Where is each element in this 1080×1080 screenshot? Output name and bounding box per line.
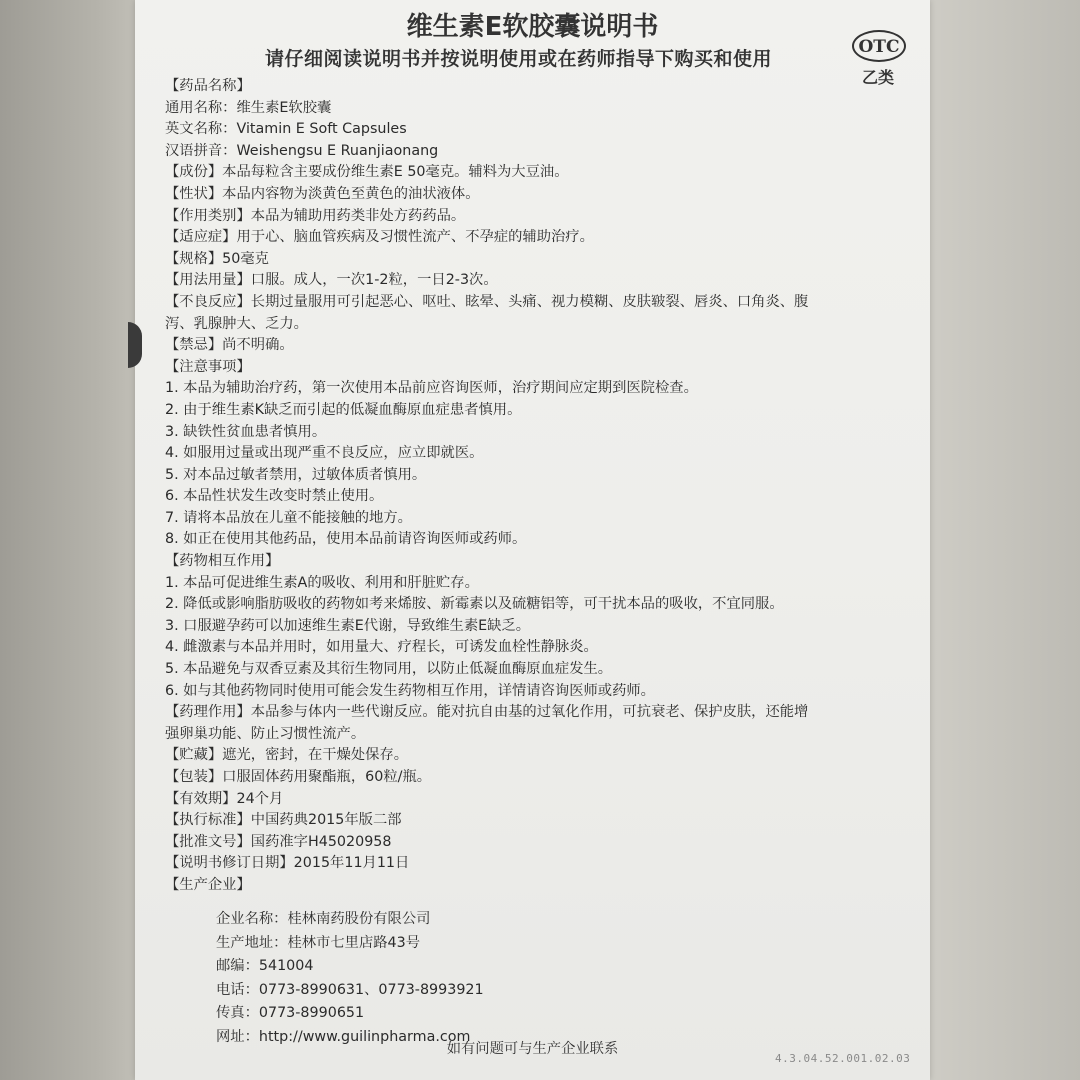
precaution-item: 7. 请将本品放在儿童不能接触的地方。 <box>165 509 412 526</box>
precaution-item: 3. 缺铁性贫血患者慎用。 <box>165 423 327 440</box>
phone-numbers: 电话：0773-8990631、0773-8993921 <box>216 981 484 998</box>
precaution-item: 2. 由于维生素K缺乏而引起的低凝血酶原血症患者慎用。 <box>165 401 522 418</box>
precaution-item: 5. 对本品过敏者禁用，过敏体质者慎用。 <box>165 466 427 483</box>
interaction-item: 4. 雌激素与本品并用时，如用量大、疗程长，可诱发血栓性静脉炎。 <box>165 639 598 656</box>
shelf-life-line: 【有效期】24个月 <box>165 790 284 807</box>
background-right <box>920 0 1080 1080</box>
interaction-item: 5. 本品避免与双香豆素及其衍生物同用，以防止低凝血酶原血症发生。 <box>165 661 613 678</box>
interaction-item: 2. 降低或影响脂肪吸收的药物如考来烯胺、新霉素以及硫糖铝等，可干扰本品的吸收，不宜同服。 <box>165 596 784 613</box>
generic-name-line: 通用名称：维生素E软胶囊 <box>165 99 332 116</box>
approval-number-line: 【批准文号】国药准字H45020958 <box>165 833 392 850</box>
document-subtitle: 请仔细阅读说明书并按说明使用或在药师指导下购买和使用 <box>265 48 773 70</box>
storage-line: 【贮藏】遮光，密封，在干燥处保存。 <box>165 747 409 764</box>
section-heading-precautions: 【注意事项】 <box>165 358 251 375</box>
fax-number: 传真：0773-8990651 <box>216 1005 365 1021</box>
company-name: 企业名称：桂林南药股份有限公司 <box>216 911 431 927</box>
revision-date-line: 【说明书修订日期】2015年11月11日 <box>165 855 410 872</box>
section-heading-manufacturer: 【生产企业】 <box>165 876 251 893</box>
paper-punch-hole <box>128 322 142 368</box>
packaging-line: 【包装】口服固体药用聚酯瓶，60粒/瓶。 <box>165 769 432 785</box>
interaction-item: 6. 如与其他药物同时使用可能会发生药物相互作用，详情请咨询医师或药师。 <box>165 682 655 699</box>
pinyin-name-line: 汉语拼音：Weishengsu E Ruanjiaonang <box>165 142 439 159</box>
document-title: 维生素E软胶囊说明书 <box>406 12 659 42</box>
pharmacology-line: 【药理作用】本品参与体内一些代谢反应。能对抗自由基的过氧化作用，可抗衰老、保护皮肤，还能增 <box>165 704 809 721</box>
manufacturer-contact <box>216 908 484 1049</box>
background-left <box>0 0 140 1080</box>
website: 网址：http://www.guilinpharma.com <box>216 1028 471 1045</box>
indications-line: 【适应症】用于心、脑血管疾病及习惯性流产、不孕症的辅助治疗。 <box>165 229 594 246</box>
precaution-item: 8. 如正在使用其他药品，使用本品前请咨询医师或药师。 <box>165 531 527 548</box>
specification-line: 【规格】50毫克 <box>165 250 269 267</box>
precaution-item: 6. 本品性状发生改变时禁止使用。 <box>165 488 384 505</box>
postcode: 邮编：541004 <box>216 958 314 974</box>
leaflet-body <box>165 76 905 897</box>
contraindications-line: 【禁忌】尚不明确。 <box>165 337 294 354</box>
otc-badge: OTC <box>852 30 906 62</box>
production-address: 生产地址：桂林市七里店路43号 <box>216 934 421 951</box>
precaution-item: 4. 如服用过量或出现严重不良反应，应立即就医。 <box>165 445 484 462</box>
dosage-line: 【用法用量】口服。成人，一次1-2粒，一日2-3次。 <box>165 272 498 289</box>
pharmacology-continued: 强卵巢功能、防止习惯性流产。 <box>165 725 366 742</box>
english-name-line: 英文名称：Vitamin E Soft Capsules <box>165 121 407 138</box>
standard-line: 【执行标准】中国药典2015年版二部 <box>165 812 402 829</box>
interaction-item: 3. 口服避孕药可以加速维生素E代谢，导致维生素E缺乏。 <box>165 617 531 634</box>
adverse-reactions-line: 【不良反应】长期过量服用可引起恶心、呕吐、眩晕、头痛、视力模糊、皮肤皲裂、唇炎、口角炎、腹 <box>165 293 809 310</box>
adverse-reactions-continued: 泻、乳腺肿大、乏力。 <box>165 315 308 332</box>
interaction-item: 1. 本品可促进维生素A的吸收、利用和肝脏贮存。 <box>165 574 479 591</box>
appearance-line: 【性状】本品内容物为淡黄色至黄色的油状液体。 <box>165 185 480 202</box>
otc-class-label: 乙类 <box>862 68 895 87</box>
section-heading-interactions: 【药物相互作用】 <box>165 553 280 570</box>
document-code: 4.3.04.52.001.02.03 <box>775 1052 911 1065</box>
precaution-item: 1. 本品为辅助治疗药，第一次使用本品前应咨询医师，治疗期间应定期到医院检查。 <box>165 380 698 397</box>
footer-note: 如有问题可与生产企业联系 <box>446 1041 619 1057</box>
category-line: 【作用类别】本品为辅助用药类非处方药药品。 <box>165 207 466 224</box>
ingredients-line: 【成份】本品每粒含主要成份维生素E 50毫克。辅料为大豆油。 <box>165 164 569 181</box>
section-heading-drug-name: 【药品名称】 <box>165 78 251 94</box>
